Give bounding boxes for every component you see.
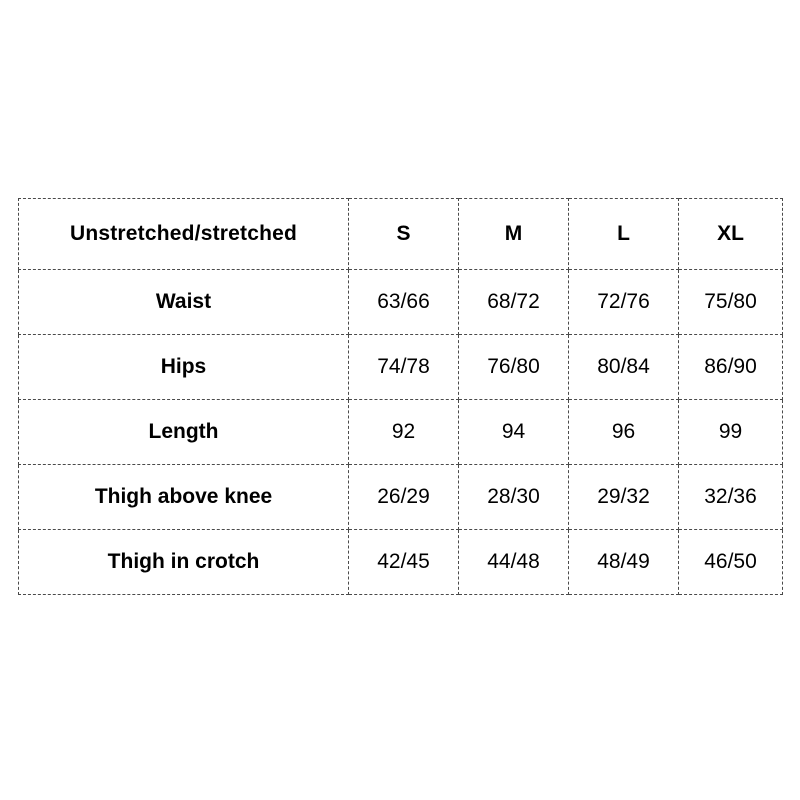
cell-thigh-above-knee-xl: 32/36 — [679, 465, 783, 530]
cell-hips-xl: 86/90 — [679, 335, 783, 400]
cell-thigh-above-knee-m: 28/30 — [459, 465, 569, 530]
cell-thigh-in-crotch-m: 44/48 — [459, 530, 569, 595]
cell-waist-xl: 75/80 — [679, 270, 783, 335]
table-row — [19, 400, 783, 465]
row-label-thigh-above-knee: Thigh above knee — [19, 465, 349, 530]
cell-waist-s: 63/66 — [349, 270, 459, 335]
column-header-xl: XL — [679, 199, 783, 270]
cell-hips-m: 76/80 — [459, 335, 569, 400]
cell-length-xl: 99 — [679, 400, 783, 465]
table-row — [19, 335, 783, 400]
column-header-measurement: Unstretched/stretched — [19, 199, 349, 270]
size-chart-table — [18, 198, 783, 595]
column-header-l: L — [569, 199, 679, 270]
cell-hips-l: 80/84 — [569, 335, 679, 400]
cell-thigh-in-crotch-l: 48/49 — [569, 530, 679, 595]
cell-thigh-in-crotch-xl: 46/50 — [679, 530, 783, 595]
cell-waist-m: 68/72 — [459, 270, 569, 335]
table-row — [19, 465, 783, 530]
row-label-thigh-in-crotch: Thigh in crotch — [19, 530, 349, 595]
cell-length-l: 96 — [569, 400, 679, 465]
table-header-row — [19, 199, 783, 270]
cell-waist-l: 72/76 — [569, 270, 679, 335]
table-row — [19, 530, 783, 595]
cell-length-m: 94 — [459, 400, 569, 465]
row-label-hips: Hips — [19, 335, 349, 400]
row-label-waist: Waist — [19, 270, 349, 335]
column-header-m: M — [459, 199, 569, 270]
cell-hips-s: 74/78 — [349, 335, 459, 400]
cell-thigh-above-knee-l: 29/32 — [569, 465, 679, 530]
cell-thigh-above-knee-s: 26/29 — [349, 465, 459, 530]
row-label-length: Length — [19, 400, 349, 465]
size-chart-container — [18, 198, 782, 595]
cell-thigh-in-crotch-s: 42/45 — [349, 530, 459, 595]
column-header-s: S — [349, 199, 459, 270]
table-row — [19, 270, 783, 335]
cell-length-s: 92 — [349, 400, 459, 465]
